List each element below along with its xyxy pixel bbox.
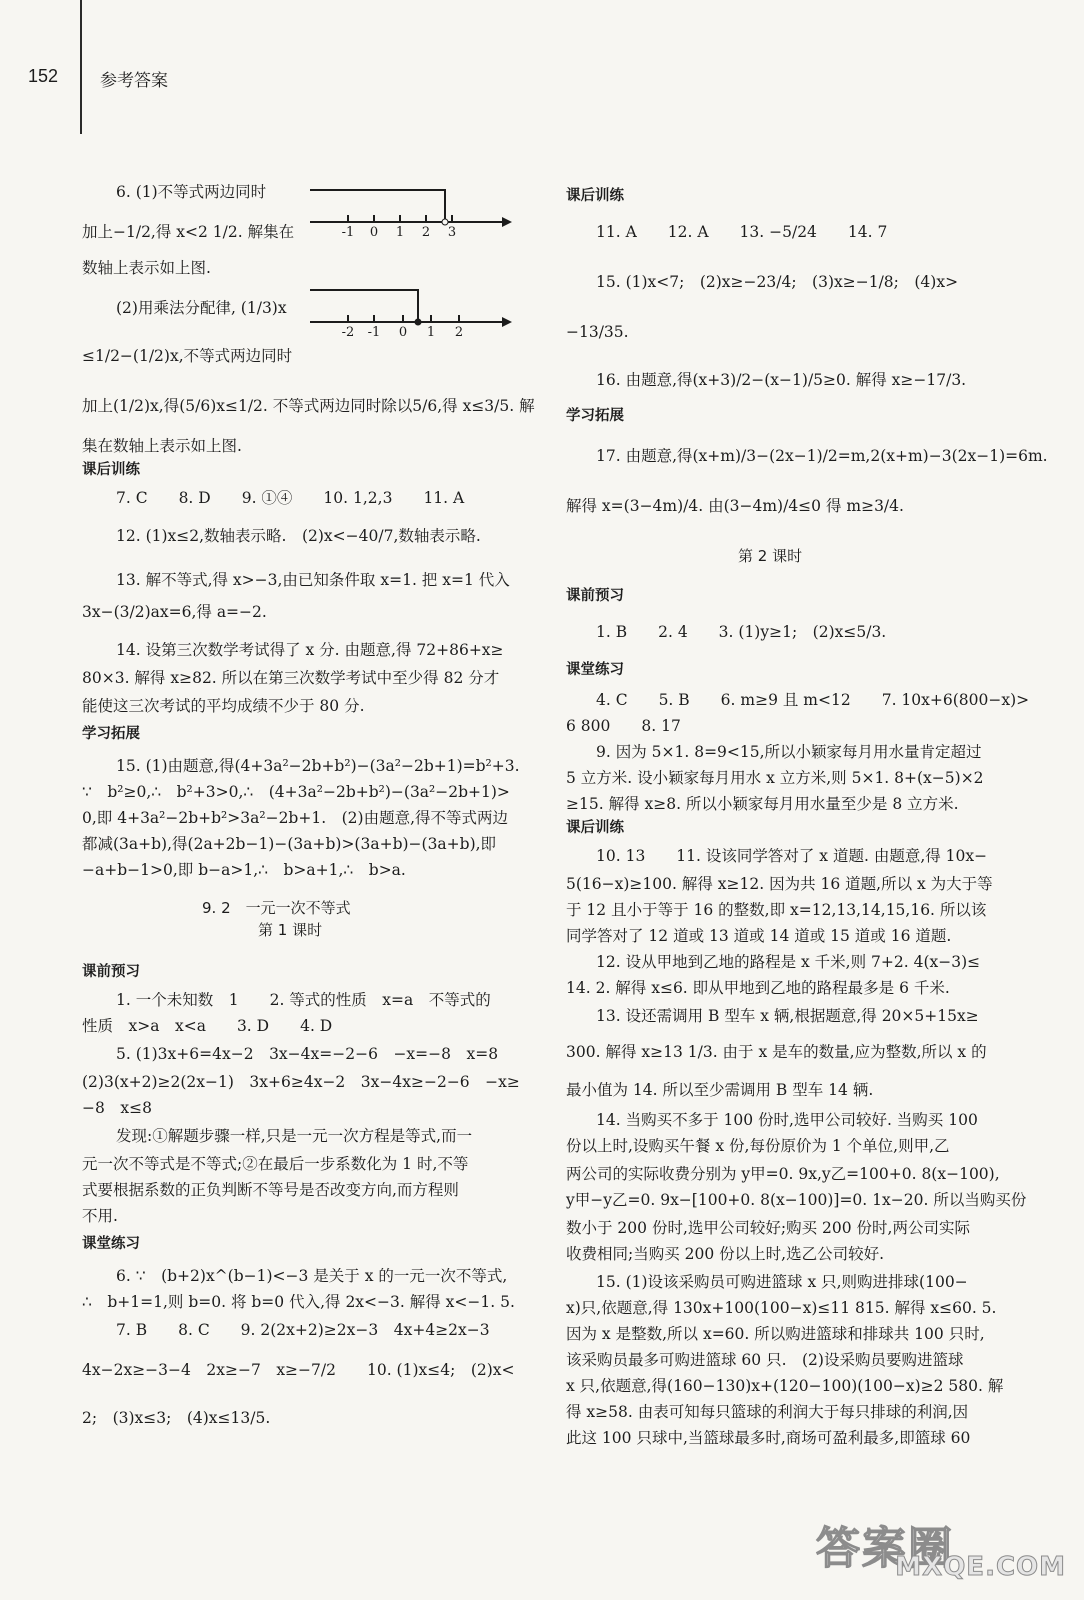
watermark-logo — [816, 1512, 1066, 1582]
answer-line: 发现:①解题步骤一样,只是一元一次方程是等式,而一 — [116, 1127, 473, 1145]
axis-line — [310, 221, 502, 223]
answer-line: ∴ b+1=1,则 b=0. 将 b=0 代入,得 2x<−3. 解得 x<−1. 5. — [82, 1293, 515, 1311]
answer-line: 11. A 12. A 13. −5/24 14. 7 — [596, 223, 888, 241]
answer-line: 15. (1)x<7; (2)x≥−23/4; (3)x≥−1/8; (4)x> — [596, 273, 959, 291]
tick — [347, 215, 349, 222]
answer-line: 1. B 2. 4 3. (1)y≥1; (2)x≤5/3. — [596, 623, 887, 641]
answer-line: 能使这三次考试的平均成绩不少于 80 分. — [82, 697, 365, 715]
answer-line: 15. (1)设该采购员可购进篮球 x 只,则购进排球(100− — [596, 1273, 968, 1291]
answer-line: ≤1/2−(1/2)x,不等式两边同时 — [82, 347, 293, 365]
section-heading: 课前预习 — [82, 964, 140, 980]
axis-line — [310, 321, 502, 323]
tick — [458, 315, 460, 322]
answer-line: 此这 100 只球中,当篮球最多时,商场可盈利最多,即篮球 60 — [566, 1429, 971, 1447]
answer-line: 5(16−x)≥100. 解得 x≥12. 因为共 16 道题,所以 x 为大于等 — [566, 875, 993, 893]
tick-label: -2 — [341, 325, 355, 340]
answer-line: 元一次不等式是不等式;②在最后一步系数化为 1 时,不等 — [82, 1155, 469, 1173]
page-number: 152 — [28, 66, 59, 86]
answer-line: x)只,依题意,得 130x+100(100−x)≤11 815. 解得 x≤60. 5. — [566, 1299, 997, 1317]
answer-line: ∵ b²≥0,∴ b²+3>0,∴ (4+3a²−2b+b²)−(3a²−2b+1)> — [82, 783, 510, 801]
answer-line: 14. 当购买不多于 100 份时,选甲公司较好. 当购买 100 — [596, 1111, 978, 1129]
answer-line: 7. C 8. D 9. ①④ 10. 1,2,3 11. A — [116, 489, 465, 507]
answer-line: −8 x≤8 — [82, 1099, 152, 1117]
answer-line: 6. ∵ (b+2)x^(b−1)<−3 是关于 x 的一元一次不等式, — [116, 1267, 508, 1285]
section-heading: 课后训练 — [82, 462, 140, 478]
answer-line: 15. (1)由题意,得(4+3a²−2b+b²)−(3a²−2b+1)=b²+3. — [116, 757, 520, 775]
tick-label: 2 — [454, 325, 464, 340]
lesson-title: 第 2 课时 — [738, 547, 803, 565]
answer-line: 收费相同;当购买 200 份以上时,选乙公司较好. — [566, 1245, 885, 1263]
answer-line: y甲−y乙=0. 9x−[100+0. 8(x−100)]=0. 1x−20. 所以当购买份 — [566, 1191, 1027, 1209]
section-heading: 学习拓展 — [82, 726, 140, 742]
answer-line: 16. 由题意,得(x+3)/2−(x−1)/5≥0. 解得 x≥−17/3. — [596, 371, 967, 389]
section-heading: 课堂练习 — [566, 662, 624, 678]
tick — [425, 215, 427, 222]
tick — [451, 215, 453, 222]
answer-line: 4x−2x≥−3−4 2x≥−7 x≥−7/2 10. (1)x≤4; (2)x< — [82, 1361, 515, 1379]
answer-line: 7. B 8. C 9. 2(2x+2)≥2x−3 4x+4≥2x−3 — [116, 1321, 490, 1339]
answer-line: 同学答对了 12 道或 13 道或 14 道或 15 道或 16 道题. — [566, 927, 952, 945]
number-line-2 — [310, 285, 512, 341]
tick-label: 0 — [369, 225, 379, 240]
answer-line: 因为 x 是整数,所以 x=60. 所以购进篮球和排球共 100 只时, — [566, 1325, 985, 1343]
answer-line: 1. 一个未知数 1 2. 等式的性质 x=a 不等式的 — [116, 991, 491, 1009]
answer-line: ≥15. 解得 x≥8. 所以小颖家每月用水量至少是 8 立方米. — [566, 795, 959, 813]
solution-ray-drop — [444, 189, 446, 221]
answer-line: 加上(1/2)x,得(5/6)x≤1/2. 不等式两边同时除以5/6,得 x≤3/5. 解 — [82, 397, 535, 415]
number-line-1 — [310, 185, 512, 241]
answer-line: 份以上时,设购买午餐 x 份,每份原价为 1 个单位,则甲,乙 — [566, 1137, 950, 1155]
answer-line: 17. 由题意,得(x+m)/3−(2x−1)/2=m,2(x+m)−3(2x−1)=6m. — [596, 447, 1048, 465]
answer-line: (2)用乘法分配律, (1/3)x — [116, 299, 287, 317]
section-heading: 课后训练 — [566, 820, 624, 836]
tick-label: 3 — [447, 225, 457, 240]
tick — [373, 215, 375, 222]
section-title: 9. 2 一元一次不等式 — [202, 899, 351, 917]
answer-line: 数小于 200 份时,选甲公司较好;购买 200 份时,两公司实际 — [566, 1219, 970, 1237]
tick — [347, 315, 349, 322]
answer-line: −13/35. — [566, 323, 629, 341]
answer-line: 14. 设第三次数学考试得了 x 分. 由题意,得 72+86+x≥ — [116, 641, 504, 659]
tick-label: 1 — [395, 225, 405, 240]
tick-label: -1 — [367, 325, 381, 340]
answer-line: 5 立方米. 设小颖家每月用水 x 立方米,则 5×1. 8+(x−5)×2 — [566, 769, 984, 787]
solution-ray — [310, 189, 445, 191]
running-head: 参考答案 — [100, 71, 168, 91]
tick-label: 2 — [421, 225, 431, 240]
answer-line: −a+b−1>0,即 b−a>1,∴ b>a+1,∴ b>a. — [82, 861, 406, 879]
tick — [430, 315, 432, 322]
tick-label: 0 — [398, 325, 408, 340]
tick — [399, 215, 401, 222]
axis-arrow — [502, 217, 512, 227]
axis-arrow — [502, 317, 512, 327]
answer-line: (2)3(x+2)≥2(2x−1) 3x+6≥4x−2 3x−4x≥−2−6 −x≥ — [82, 1073, 520, 1091]
answer-line: 都减(3a+b),得(2a+2b−1)−(3a+b)>(3a+b)−(3a+b),即 — [82, 835, 497, 853]
tick-label: 1 — [426, 325, 436, 340]
answer-line: 6 800 8. 17 — [566, 717, 681, 735]
answer-line: 两公司的实际收费分别为 y甲=0. 9x,y乙=100+0. 8(x−100), — [566, 1165, 1000, 1183]
answer-line: 性质 x>a x<a 3. D 4. D — [82, 1017, 333, 1035]
tick — [373, 315, 375, 322]
section-heading: 学习拓展 — [566, 408, 624, 424]
answer-line: 9. 因为 5×1. 8=9<15,所以小颖家每月用水量肯定超过 — [596, 743, 982, 761]
answer-line: 最小值为 14. 所以至少需调用 B 型车 14 辆. — [566, 1081, 874, 1099]
header-rule — [80, 0, 82, 134]
answer-line: 5. (1)3x+6=4x−2 3x−4x=−2−6 −x=−8 x=8 — [116, 1045, 499, 1063]
answer-line: x 只,依题意,得(160−130)x+(120−100)(100−x)≥2 580. 解 — [566, 1377, 1004, 1395]
answer-line: 10. 13 11. 设该同学答对了 x 道题. 由题意,得 10x− — [596, 847, 988, 865]
answer-line: 13. 解不等式,得 x>−3,由已知条件取 x=1. 把 x=1 代入 — [116, 571, 510, 589]
answer-line: 12. 设从甲地到乙地的路程是 x 千米,则 7+2. 4(x−3)≤ — [596, 953, 981, 971]
section-heading: 课前预习 — [566, 588, 624, 604]
answer-line: 解得 x=(3−4m)/4. 由(3−4m)/4≤0 得 m≥3/4. — [566, 497, 904, 515]
answer-line: 该采购员最多可购进篮球 60 只. (2)设采购员要购进篮球 — [566, 1351, 964, 1369]
section-heading: 课后训练 — [566, 188, 624, 204]
watermark-cn: 答案圈 — [816, 1523, 954, 1574]
answer-line: 80×3. 解得 x≥82. 所以在第三次数学考试中至少得 82 分才 — [82, 669, 500, 687]
answer-line: 6. (1)不等式两边同时 — [116, 183, 267, 201]
solution-ray-drop — [417, 289, 419, 321]
answer-line: 于 12 且小于等于 16 的整数,即 x=12,13,14,15,16. 所以该 — [566, 901, 987, 919]
answer-line: 14. 2. 解得 x≤6. 即从甲地到乙地的路程最多是 6 千米. — [566, 979, 950, 997]
answer-line: 不用. — [82, 1207, 118, 1225]
lesson-title: 第 1 课时 — [258, 921, 323, 939]
answer-line: 0,即 4+3a²−2b+b²>3a²−2b+1. (2)由题意,得不等式两边 — [82, 809, 509, 827]
solution-ray — [310, 289, 418, 291]
watermark-en: MXQE.COM — [895, 1552, 1066, 1582]
answer-line: 2; (3)x≤3; (4)x≤13/5. — [82, 1409, 271, 1427]
answer-line: 集在数轴上表示如上图. — [82, 437, 242, 455]
closed-point — [415, 319, 422, 326]
answer-line: 300. 解得 x≥13 1/3. 由于 x 是车的数量,应为整数,所以 x 的 — [566, 1043, 987, 1061]
tick — [402, 315, 404, 322]
tick-label: -1 — [341, 225, 355, 240]
answer-line: 3x−(3/2)ax=6,得 a=−2. — [82, 603, 267, 621]
answer-line: 数轴上表示如上图. — [82, 259, 211, 277]
answer-line: 式要根据系数的正负判断不等号是否改变方向,而方程则 — [82, 1181, 459, 1199]
answer-line: 加上−1/2,得 x<2 1/2. 解集在 — [82, 223, 295, 241]
answer-line: 12. (1)x≤2,数轴表示略. (2)x<−40/7,数轴表示略. — [116, 527, 481, 545]
answer-line: 13. 设还需调用 B 型车 x 辆,根据题意,得 20×5+15x≥ — [596, 1007, 979, 1025]
answer-line: 4. C 5. B 6. m≥9 且 m<12 7. 10x+6(800−x)> — [596, 691, 1030, 709]
section-heading: 课堂练习 — [82, 1236, 140, 1252]
answer-line: 得 x≥58. 由表可知每只篮球的利润大于每只排球的利润,因 — [566, 1403, 969, 1421]
